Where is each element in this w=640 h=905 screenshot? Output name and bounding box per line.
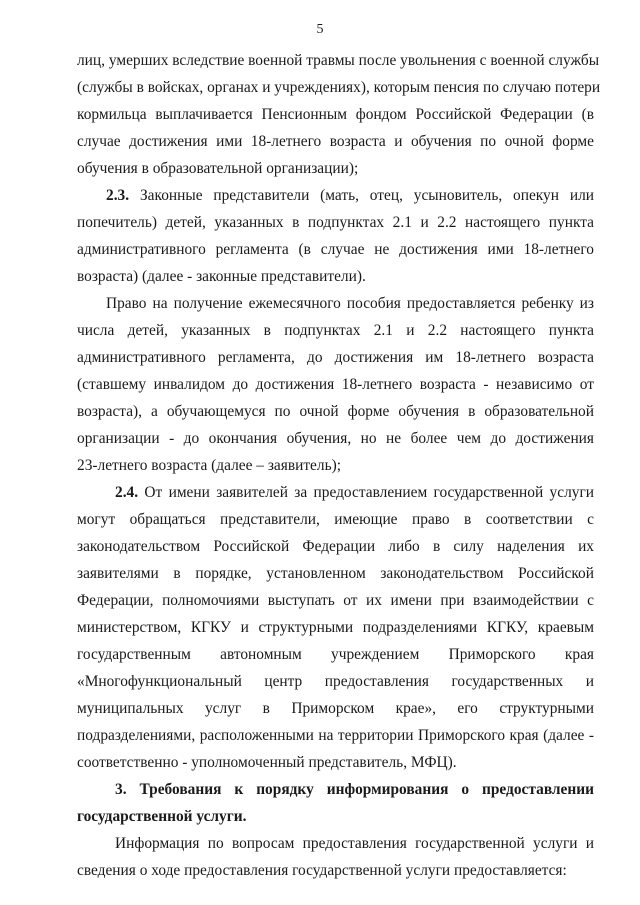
text-line: заявителями в порядке, установленном законодательством Российской <box>77 565 594 582</box>
clause-number-2-3: 2.3. <box>106 187 130 204</box>
text-line: административного регламента, до достижения им 18-летнего возраста <box>77 349 594 366</box>
text-line: попечитель) детей, указанных в подпунктах 2.1 и 2.2 настоящего пункта <box>77 214 594 231</box>
text-line: законодательством Российской Федерации либо в силу наделения их <box>77 538 594 555</box>
text-line: 23-летнего возраста (далее – заявитель); <box>77 457 341 474</box>
text-line: Федерации, полномочиями выступать от их имени при взаимодействии с <box>77 592 594 609</box>
text-line: кормильца выплачивается Пенсионным фондом Российской Федерации (в <box>77 106 594 123</box>
text-line: организации - до окончания обучения, но не более чем до достижения <box>77 430 594 447</box>
text-line: Информация по вопросам предоставления государственной услуги и <box>115 835 594 852</box>
text-line: (службы в войсках, органах и учреждениях), которым пенсия по случаю потери <box>77 79 601 96</box>
section-heading-continued: государственной услуги. <box>77 808 247 825</box>
paragraph-2-3-first-line <box>106 183 594 209</box>
text-line: лиц, умерших вследствие военной травмы после увольнения с военной службы <box>77 52 600 69</box>
text-line: подразделениями, расположенными на территории Приморского края (далее - <box>77 727 594 744</box>
text-line: возраста), а обучающемуся по очной форме обучения в образовательной <box>77 403 594 420</box>
text-span: От имени заявителей за предоставлением государственной услуги <box>144 484 594 501</box>
clause-number-2-4: 2.4. <box>115 484 139 501</box>
text-line: Право на получение ежемесячного пособия предоставляется ребенку из <box>106 295 594 312</box>
text-line: возраста) (далее - законные представители). <box>77 268 366 285</box>
text-line: административного регламента (в случае не достижения ими 18-летнего <box>77 241 594 258</box>
text-line: случае достижения ими 18-летнего возраста и обучения по очной форме <box>77 133 594 150</box>
text-line: государственным автономным учреждением Приморского края <box>77 646 594 663</box>
text-line: «Многофункциональный центр предоставления государственных и <box>77 673 594 690</box>
text-line: соответственно - уполномоченный представитель, МФЦ). <box>77 754 457 771</box>
text-line: обучения в образовательной организации); <box>77 160 359 177</box>
text-line: (ставшему инвалидом до достижения 18-летнего возраста - независимо от <box>77 376 594 393</box>
text-line: министерством, КГКУ и структурными подразделениями КГКУ, краевым <box>77 619 594 636</box>
text-line: муниципальных услуг в Приморском крае», его структурными <box>77 700 594 717</box>
paragraph-2-4-first-line <box>115 480 594 506</box>
text-line: сведения о ходе предоставления государственной услуги предоставляется: <box>77 862 567 879</box>
section-heading: 3. Требования к порядку информирования о предоставлении <box>115 781 594 798</box>
text-line: числа детей, указанных в подпунктах 2.1 и 2.2 настоящего пункта <box>77 322 594 339</box>
text-line: могут обращаться представители, имеющие право в соответствии с <box>77 511 594 528</box>
page-number: 5 <box>316 22 324 37</box>
text-span: Законные представители (мать, отец, усыновитель, опекун или <box>139 187 594 204</box>
